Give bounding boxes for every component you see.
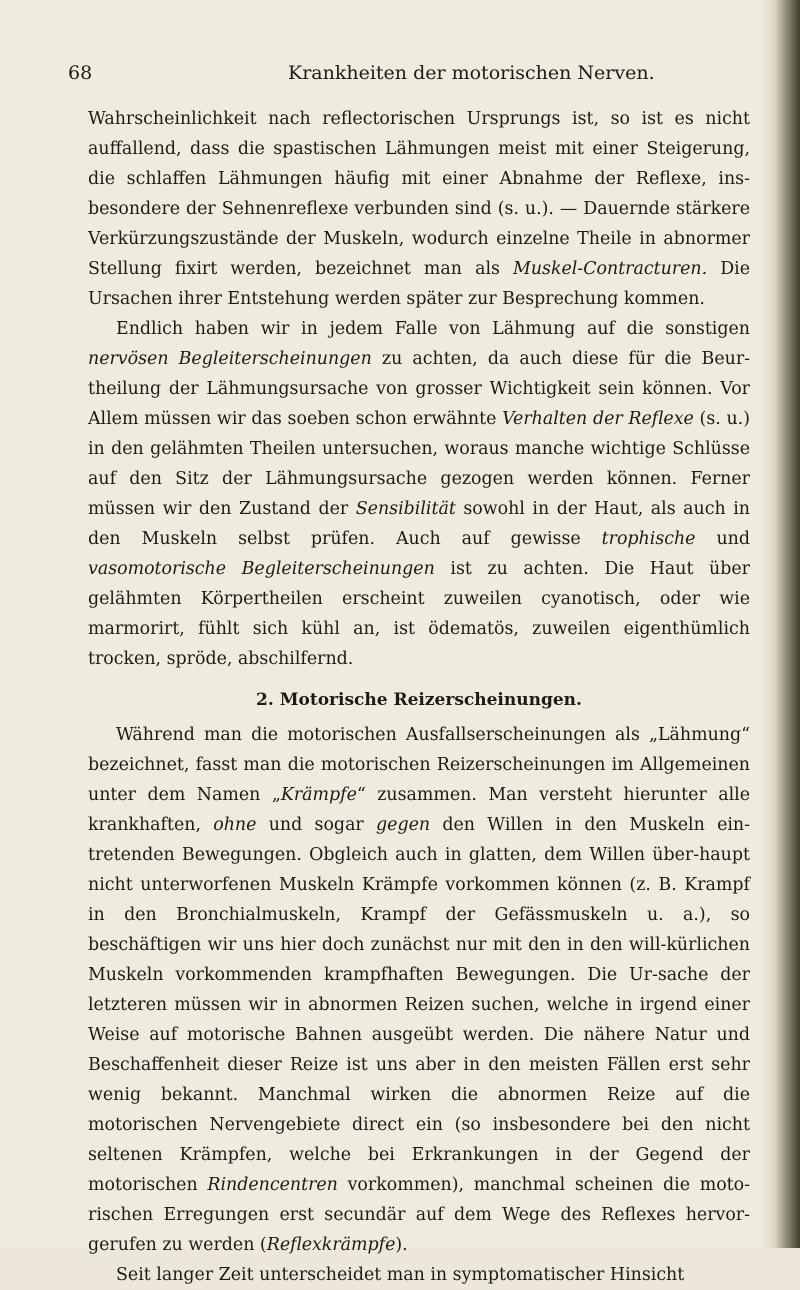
- text-fragment: Die Ursachen ihrer Entstehung werden später zur Besprechung kommen.: [88, 259, 750, 309]
- text-fragment: Während man die motorischen Ausfallserscheinungen als „Lähmung“ bezeichnet, fasst man die motorischen Reizerscheinungen im Allgemeinen unter dem Namen „: [88, 725, 750, 805]
- text-fragment: vorkommen), manchmal scheinen die moto-rischen Erregungen erst secundär auf dem Wege des Reflexes hervor-gerufen zu werden (: [88, 1175, 750, 1255]
- text-fragment: und sogar: [256, 815, 377, 835]
- italic-term: trophische: [601, 529, 696, 549]
- section-heading: 2. Motorische Reizerscheinungen.: [256, 690, 582, 710]
- text-fragment: ).: [395, 1235, 408, 1255]
- text-fragment: Seit langer Zeit unterscheidet man in symptomatischer Hinsicht: [116, 1265, 685, 1285]
- italic-term: Reflexkrämpfe: [266, 1235, 396, 1255]
- italic-term: vasomotorische Begleiterscheinungen: [88, 559, 435, 579]
- italic-term: nervösen Begleiterscheinungen: [88, 349, 372, 369]
- body-text: [88, 104, 750, 1290]
- italic-term: Krämpfe: [280, 785, 357, 805]
- text-fragment: Endlich haben wir in jedem Falle von Lähmung auf die sonstigen: [116, 319, 750, 339]
- text-fragment: sowohl in der Haut, als auch in den Muskeln selbst prüfen. Auch auf gewisse: [88, 499, 750, 549]
- italic-term: gegen: [376, 815, 431, 835]
- italic-term: Sensibilität: [355, 499, 456, 519]
- text-fragment: zu achten, da auch diese für die Beur-theilung der Lähmungsursache von grosser Wichtigkeit sein können. Vor Allem müssen wir das soeben schon erwähnte: [88, 349, 751, 429]
- paragraph: [88, 314, 750, 674]
- text-fragment: (s. u.) in den gelähmten Theilen untersuchen, woraus manche wichtige Schlüsse auf den Sitz der Lähmungsursache gezogen werden können. Ferner müssen wir den Zustand der: [88, 409, 750, 519]
- book-spine-shadow: [762, 0, 800, 1248]
- paragraph: [88, 720, 750, 1260]
- page-header: [68, 62, 758, 92]
- text-fragment: “ zusammen. Man versteht hierunter alle krankhaften,: [88, 785, 751, 835]
- text-fragment: und: [695, 529, 750, 549]
- text-fragment: ist zu achten. Die Haut über gelähmten Körpertheilen erscheint zuweilen cyanotisch, oder wie marmorirt, fühlt sich kühl an, ist ödematös, zuweilen eigenthümlich trocken, spröde, abschilfernd.: [88, 559, 750, 669]
- italic-term: Rindencentren: [207, 1175, 338, 1195]
- italic-term: Muskel-Contracturen.: [513, 259, 708, 279]
- italic-term: ohne: [213, 815, 257, 835]
- text-fragment: den Willen in den Muskeln ein-tretenden Bewegungen. Obgleich auch in glatten, dem Willen über-haupt nicht unterworfenen Muskeln Krämpfe vorkommen können (z. B. Krampf in den Bronchialmuskeln, Krampf der Gefässmuskeln u. a.), so beschäftigen wir uns hier doch zunächst nur mit den in den will-kürlichen Muskeln vorkommenden krampfhaften Bewegungen. Die Ur-sache der letzteren müssen wir in abnormen Reizen suchen, welche in irgend einer Weise auf motorische Bahnen ausgeübt werden. Die nähere Natur und Beschaffenheit dieser Reize ist uns aber in den meisten Fällen erst sehr wenig bekannt. Manchmal wirken die abnormen Reize auf die motorischen Nervengebiete direct ein (so insbesondere bei den nicht seltenen Krämpfen, welche bei Erkrankungen in der Gegend der motorischen: [88, 815, 751, 1195]
- running-title: Krankheiten der motorischen Nerven.: [288, 62, 655, 84]
- italic-term: Verhalten der Reflexe: [502, 409, 694, 429]
- paragraph: [88, 104, 750, 314]
- text-fragment: Wahrscheinlichkeit nach reflectorischen Ursprungs ist, so ist es nicht auffallend, dass die spastischen Lähmungen meist mit einer Steigerung, die schlaffen Lähmungen häufig mit einer Abnahme der Reflexe, ins-besondere der Sehnenreflexe verbunden sind (s. u.). — Dauernde stärkere Verkürzungszustände der Muskeln, wodurch einzelne Theile in abnormer Stellung fixirt werden, bezeichnet man als: [88, 109, 750, 279]
- page-number: 68: [68, 62, 93, 84]
- paragraph: [88, 1260, 750, 1290]
